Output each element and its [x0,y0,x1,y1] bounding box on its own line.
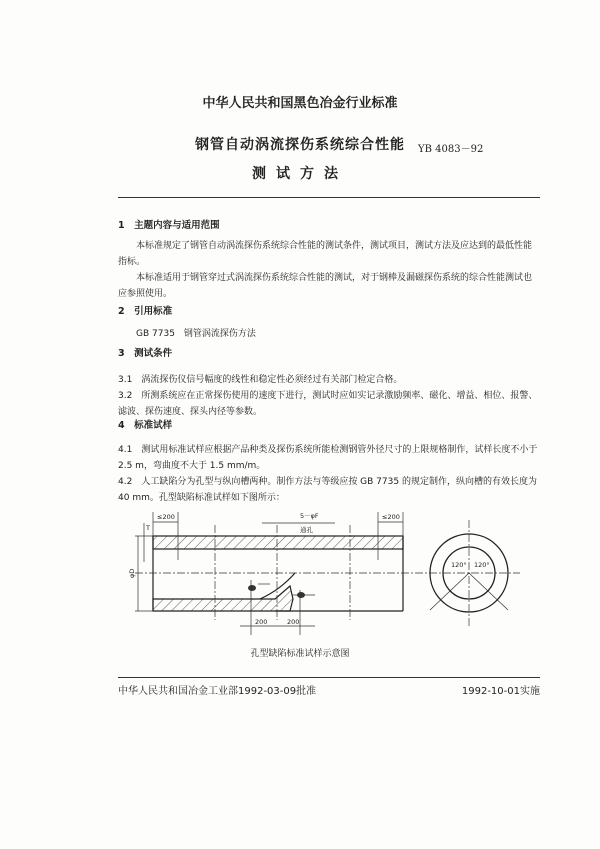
issuing-organization: 中华人民共和国黑色冶金行业标准 [202,96,398,111]
approval-info: 中华人民共和国冶金工业部1992-03-09批准 [118,686,317,697]
paragraph: 3.2 所测系统应在正常探伤使用的速度下进行，测试时应如实记录激励频率、磁化、增益、相位、报警、滤波、探伤速度、探头内径等参数。 [118,391,538,417]
diameter-label: φD [128,568,136,578]
through-hole-label: 通孔 [300,526,313,534]
paragraph: 本标准适用于钢管穿过式涡流探伤系统综合性能的测试，对于钢棒及漏磁探伤系统的综合性能测试也应参照使用。 [118,273,533,299]
section-heading: 4 标准试样 [118,420,173,431]
figure-caption: 孔型缺陷标准试样示意图 [250,649,350,659]
footer-divider [118,677,540,678]
title-line-1: 钢管自动涡流探伤系统综合性能 [195,137,405,153]
tube-section [153,536,403,611]
section-heading: 2 引用标准 [118,306,173,317]
paragraph: 4.2 人工缺陷分为孔型与纵向槽两种。制作方法与等级应按 GB 7735 的规定制作，纵向槽的有效长度为 40 mm。孔型缺陷标准试样如下图所示： [118,477,537,503]
paragraph: 3.1 涡流探伤仪信号幅度的线性和稳定性必须经过有关部门检定合格。 [118,375,403,385]
hole-defect [248,585,256,591]
angle-label: 120° [451,561,467,569]
hole-defect [297,592,305,598]
paragraph: 4.1 测试用标准试样应根据产品种类及探伤系统所能检测钢管外径尺寸的上限规格制作，试样长度不小于 2.5 m，弯曲度不大于 1.5 mm/m。 [118,445,538,471]
dim-right-label: ≤200 [382,513,400,521]
dimension-lines [135,512,508,635]
dim-a-label: 200 [255,618,268,626]
paragraph: 本标准规定了钢管自动涡流探伤系统综合性能的测试条件，测试项目，测试方法及应达到的最低性能指标。 [118,241,533,267]
reference: GB 7735 钢管涡流探伤方法 [136,329,256,339]
dim-left-label: ≤200 [157,513,175,521]
holes-label: 5－φF [300,512,319,520]
title-line-2: 测试方法 [252,166,348,182]
section-heading: 3 测试条件 [118,348,173,359]
standard-code: YB 4083－92 [418,144,484,155]
thickness-label: T [146,524,150,532]
effective-date: 1992-10-01实施 [461,686,540,697]
dim-b-label: 200 [287,618,300,626]
section-heading: 1 主题内容与适用范围 [118,220,220,231]
angle-label: 120° [474,561,490,569]
